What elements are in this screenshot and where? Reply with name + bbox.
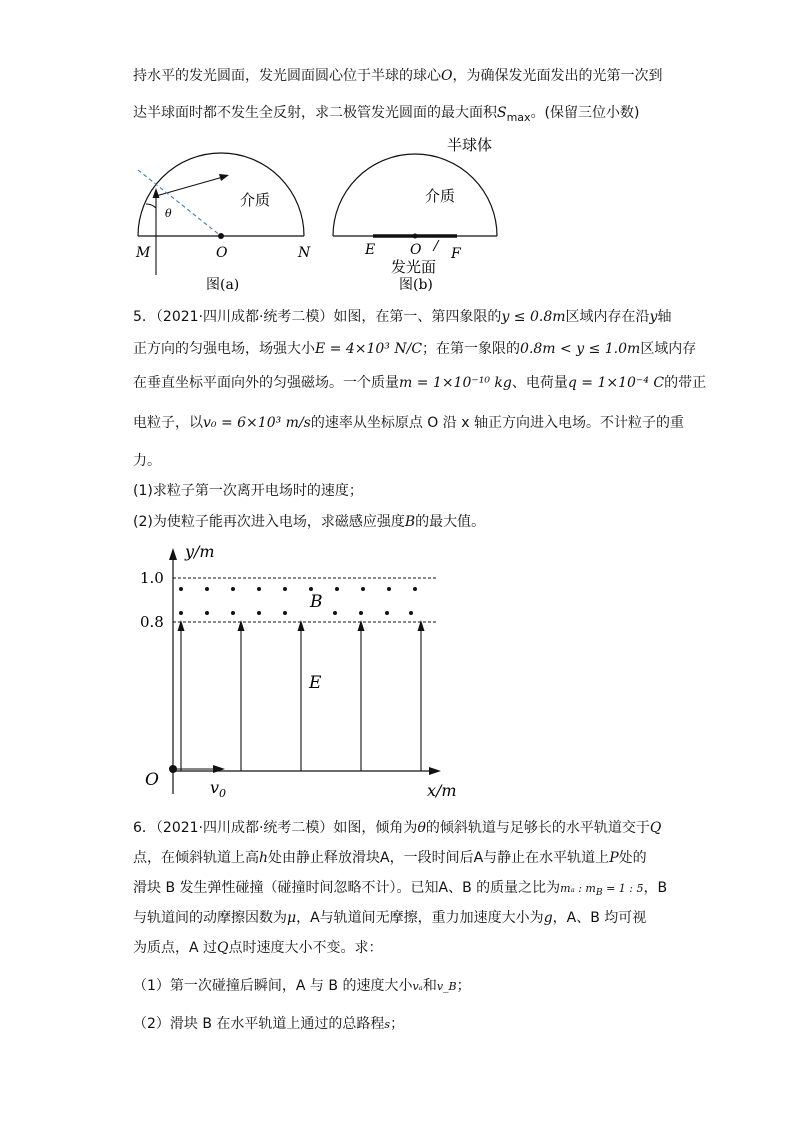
q6-subquestion-1	[133, 976, 471, 997]
q6-text: 为质点，A 过	[133, 940, 218, 956]
q6-text: 滑块 B 发生弹性碰撞（碰撞时间忽略不计）。已知A、B 的质量之比为	[133, 880, 561, 896]
q6-text: 与轨道间的动摩擦因数为	[133, 910, 287, 926]
q6-line-1	[133, 818, 661, 838]
q5-speed: v₀ = 6×10³ m/s	[203, 415, 311, 431]
symbol-mu: μ	[287, 910, 297, 926]
symbol-S: S	[497, 105, 507, 121]
q5-text: 5．（2021·四川成都·统考二模）如图，在第一、第四象限的	[133, 309, 502, 325]
q5-subquestion-1: (1)求粒子第一次离开电场时的速度；	[133, 483, 363, 499]
q5-text: 正方向的匀强电场，场强大小	[133, 341, 315, 357]
q5-text: 、电荷量	[511, 375, 568, 391]
fig-b-O: O	[410, 242, 422, 258]
fig-b-emitter-label: 发光面	[391, 258, 437, 276]
fig-a-M: M	[136, 245, 151, 261]
symbol-B: B	[404, 514, 416, 530]
intro-line-2	[133, 103, 640, 128]
figure-hemisphere	[125, 130, 515, 295]
symbol-h: h	[259, 850, 269, 866]
fig-b-F: F	[451, 246, 461, 262]
q5-text: 的带正	[664, 375, 707, 391]
fig-a-theta: θ	[165, 207, 172, 220]
symbol-g: g	[543, 910, 553, 926]
q6-text: 处的	[618, 850, 647, 866]
q6-text: 6．（2021·四川成都·统考二模）如图，倾角为	[133, 820, 418, 836]
symbol-vb: v_B	[436, 980, 457, 993]
q6-text: ，B	[643, 880, 668, 896]
q6-mass-ratio: mₐ : $m_B = 1$ : 5	[560, 882, 644, 899]
fig-a-N: N	[298, 245, 311, 261]
fig-a-caption: 图(a)	[206, 277, 240, 293]
q5-text: 在垂直坐标平面向外的匀强磁场。一个质量	[133, 375, 399, 391]
subscript-max: max	[506, 110, 531, 124]
q6-text: ，A与轨道间无摩擦，重力加速度大小为	[296, 910, 544, 926]
fig-b-E: E	[365, 242, 376, 258]
symbol-s: s	[384, 1018, 391, 1031]
fig5-v0-label: $v_0$	[210, 778, 227, 800]
q6-text: （2）滑块 B 在水平轨道上通过的总路程	[133, 1016, 385, 1032]
fig5-origin-label: O	[145, 770, 159, 790]
fig-b-medium: 介质	[425, 187, 456, 205]
q5-text: 的最大值。	[415, 514, 486, 530]
q6-text: ；	[456, 978, 471, 994]
intro-text: 达半球面时都不发生全反射，求二极管发光圆面的最大面积	[133, 105, 497, 121]
q6-text: 点，在倾斜轨道上高	[133, 850, 259, 866]
q5-field-strength: E = 4×10³ N/C	[315, 341, 423, 357]
electric-field-lines	[181, 628, 421, 771]
symbol-Q: Q	[649, 820, 662, 836]
q5-range: 0.8m < y ≤ 1.0m	[520, 341, 641, 357]
symbol-O: O	[441, 68, 453, 84]
fig-a-O: O	[216, 245, 228, 261]
fig5-x-axis-label: x/m	[427, 781, 457, 800]
q6-line-5	[133, 938, 383, 958]
q5-line-1	[133, 307, 671, 327]
fig-a-medium: 介质	[240, 191, 271, 209]
q5-subquestion-2	[133, 512, 485, 532]
magnetic-field-dots	[179, 587, 417, 615]
q6-text: ，A、B 均可视	[552, 910, 647, 926]
q6-text: 的倾斜轨道与足够长的水平轨道交于	[425, 820, 650, 836]
figure-field-region	[135, 540, 475, 805]
intro-text: 持水平的发光圆面，发光圆面圆心位于半球的球心	[133, 68, 441, 84]
intro-text: ，为确保发光面发出的光第一次到	[452, 68, 663, 84]
figure-a	[135, 153, 311, 293]
q6-text: 处由静止释放滑块A，一段时间后A与静止在水平轨道上	[268, 850, 610, 866]
q5-line-4	[133, 413, 684, 433]
intro-line-1	[133, 66, 662, 86]
figure-b	[333, 136, 497, 293]
q6-text: （1）第一次碰撞后瞬间，A 与 B 的速度大小	[133, 978, 413, 994]
symbol-theta: θ	[417, 820, 426, 836]
q6-line-2	[133, 848, 647, 868]
q5-line-5: 力。	[133, 453, 161, 469]
q6-line-3	[133, 878, 667, 903]
fig-b-hemisphere-label: 半球体	[447, 136, 493, 154]
fig5-tick-0-8: 0.8	[140, 613, 164, 631]
q6-line-4	[133, 908, 646, 928]
q5-text: ；在第一象限的	[422, 341, 521, 357]
q5-charge: q = 1×10⁻⁴ C	[567, 375, 665, 391]
q5-text: 区域内存在沿	[565, 309, 650, 325]
fig-b-caption: 图(b)	[399, 277, 433, 293]
symbol-y: y	[649, 309, 658, 325]
symbol-P: P	[609, 850, 619, 866]
q5-text: 电粒子，以	[133, 415, 203, 431]
q6-text: ；	[390, 1016, 405, 1032]
q5-mass: m = 1×10⁻¹⁰ kg	[399, 375, 512, 391]
q6-subquestion-2	[133, 1014, 404, 1035]
q5-condition: y ≤ 0.8m	[501, 309, 566, 325]
q5-line-3	[133, 373, 706, 393]
q5-text: (2)为使粒子能再次进入电场，求磁感应强度	[133, 514, 405, 530]
fig5-y-axis-label: y/m	[185, 542, 215, 561]
q6-text: 点时速度大小不变。求：	[228, 940, 383, 956]
fig5-tick-1-0: 1.0	[140, 569, 164, 587]
q5-text: 区域内存	[640, 341, 697, 357]
q5-line-2	[133, 339, 696, 359]
symbol-Q: Q	[217, 940, 229, 956]
symbol-va: vₐ	[412, 980, 423, 993]
fig5-B-label: B	[310, 592, 323, 612]
intro-text: 。(保留三位小数)	[530, 105, 640, 121]
q5-text: 轴	[657, 309, 672, 325]
fig5-E-label: E	[309, 673, 322, 693]
q5-text: 的速率从坐标原点 O 沿 x 轴正方向进入电场。不计粒子的重	[310, 415, 684, 431]
q6-text: 和	[422, 978, 437, 994]
